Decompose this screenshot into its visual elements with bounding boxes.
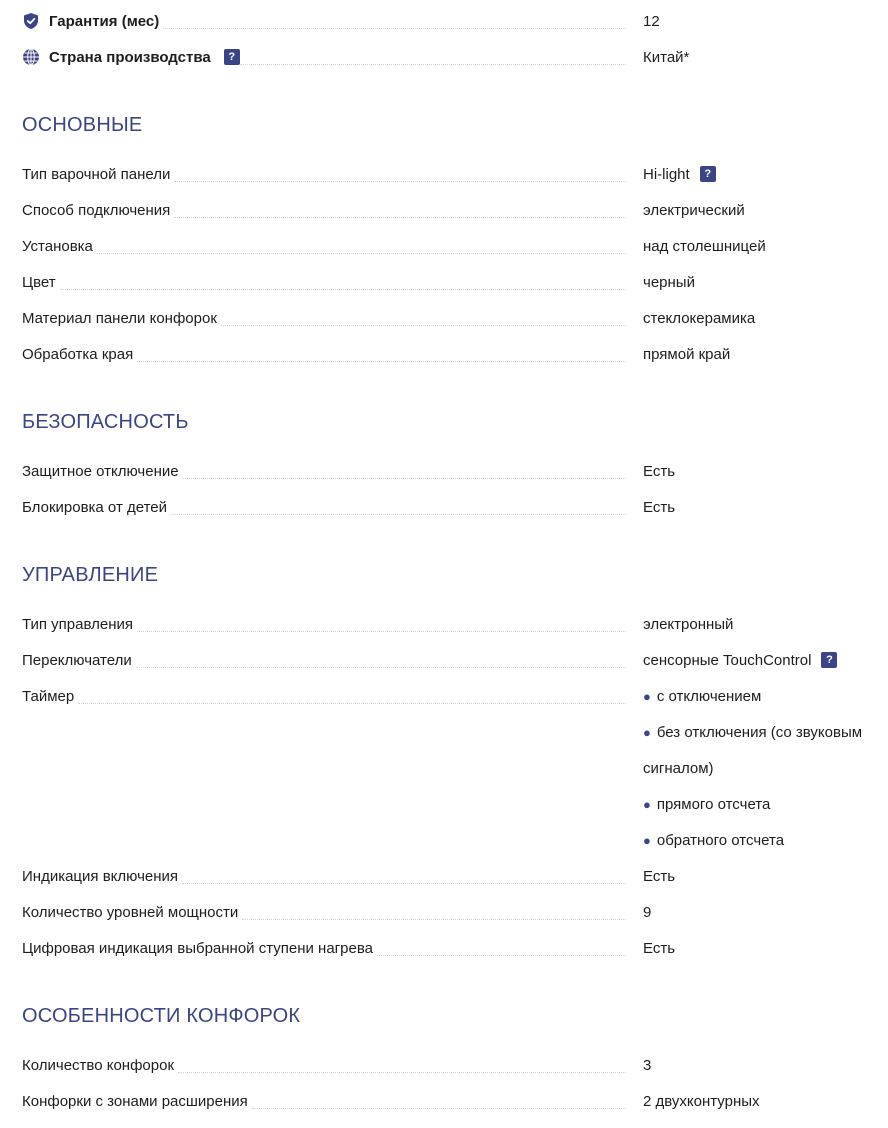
- help-icon[interactable]: ?: [224, 49, 240, 65]
- dotted-leader: [221, 325, 626, 326]
- timer-value: с отключением: [656, 687, 762, 705]
- spec-label: Способ подключения: [22, 202, 174, 219]
- spec-label: Таймер: [22, 688, 78, 705]
- spec-row: [22, 642, 878, 678]
- spec-row: [22, 1083, 878, 1119]
- dotted-leader: [242, 919, 626, 920]
- spec-row: [22, 606, 878, 642]
- dotted-leader: [182, 883, 626, 884]
- spec-value: Есть: [643, 939, 676, 957]
- list-item: [643, 750, 862, 786]
- spec-row: [22, 1047, 878, 1083]
- section-title-control: УПРАВЛЕНИЕ: [22, 564, 159, 586]
- spec-value: сенсорные TouchControl: [643, 651, 812, 669]
- spec-value: электрический: [643, 201, 745, 219]
- spec-value: Есть: [643, 867, 676, 885]
- spec-label: Защитное отключение: [22, 463, 183, 480]
- timer-value: прямого отсчета: [656, 795, 771, 813]
- dotted-leader: [60, 289, 626, 290]
- dotted-leader: [97, 253, 626, 254]
- timer-value: сигналом): [643, 759, 714, 777]
- spec-row: [22, 453, 878, 489]
- spec-label: Тип управления: [22, 616, 137, 633]
- globe-icon: [22, 48, 40, 66]
- dotted-leader: [137, 631, 626, 632]
- spec-row: [22, 858, 878, 894]
- dotted-leader: [78, 703, 626, 704]
- spec-label: Конфорки с зонами расширения: [22, 1093, 252, 1110]
- dotted-leader: [178, 1072, 626, 1073]
- spec-label: Цифровая индикация выбранной ступени нагрева: [22, 940, 377, 957]
- spec-label: Страна производства: [49, 49, 215, 66]
- spec-label: Материал панели конфорок: [22, 310, 221, 327]
- timer-value: обратного отсчета: [656, 831, 785, 849]
- shield-check-icon: [22, 12, 40, 30]
- bullet-icon: ●: [643, 688, 651, 704]
- timer-value: без отключения (со звуковым: [656, 723, 863, 741]
- dotted-leader: [163, 28, 626, 29]
- list-item: [643, 822, 862, 858]
- dotted-leader: [252, 1108, 626, 1109]
- spec-row: [22, 264, 878, 300]
- spec-label: Установка: [22, 238, 97, 255]
- dotted-leader: [377, 955, 626, 956]
- spec-value: Hi-light: [643, 165, 690, 183]
- section-title-burners: ОСОБЕННОСТИ КОНФОРОК: [22, 1005, 301, 1027]
- spec-label: Тип варочной панели: [22, 166, 174, 183]
- spec-row: [22, 894, 878, 930]
- help-icon[interactable]: ?: [700, 166, 716, 182]
- spec-row: [22, 192, 878, 228]
- list-item: [643, 786, 862, 822]
- dotted-leader: [174, 181, 626, 182]
- spec-label: Переключатели: [22, 652, 136, 669]
- spec-label: Блокировка от детей: [22, 499, 171, 516]
- spec-row-warranty: [22, 3, 878, 39]
- spec-label: Количество уровней мощности: [22, 904, 242, 921]
- spec-row-country: [22, 39, 878, 75]
- spec-label: Индикация включения: [22, 868, 182, 885]
- bullet-icon: ●: [643, 724, 651, 740]
- spec-row: [22, 300, 878, 336]
- spec-value: Есть: [643, 462, 676, 480]
- bullet-icon: ●: [643, 796, 651, 812]
- dotted-leader: [183, 478, 626, 479]
- spec-row: [22, 228, 878, 264]
- spec-value: 2 двухконтурных: [643, 1092, 760, 1110]
- spec-value: электронный: [643, 615, 734, 633]
- timer-value-list: [643, 678, 862, 858]
- spec-value: стеклокерамика: [643, 309, 756, 327]
- spec-label: Гарантия (мес): [49, 13, 163, 30]
- spec-value: черный: [643, 273, 695, 291]
- list-item: [643, 678, 862, 714]
- help-icon[interactable]: ?: [821, 652, 837, 668]
- dotted-leader: [174, 217, 626, 218]
- spec-value: 9: [643, 903, 652, 921]
- section-title-main: ОСНОВНЫЕ: [22, 114, 143, 136]
- spec-value: 12: [643, 12, 660, 30]
- spec-row: [22, 489, 878, 525]
- section-title-safety: БЕЗОПАСНОСТЬ: [22, 411, 189, 433]
- spec-value: Китай*: [643, 48, 690, 66]
- dotted-leader: [171, 514, 626, 515]
- spec-label: Цвет: [22, 274, 60, 291]
- spec-label: Обработка края: [22, 346, 137, 363]
- dotted-leader: [137, 361, 626, 362]
- spec-row: [22, 336, 878, 372]
- dotted-leader: [240, 64, 626, 65]
- spec-label: Количество конфорок: [22, 1057, 178, 1074]
- spec-value: 3: [643, 1056, 652, 1074]
- spec-row: [22, 930, 878, 966]
- list-item: [643, 714, 862, 750]
- spec-value: над столешницей: [643, 237, 766, 255]
- spec-row: [22, 156, 878, 192]
- dotted-leader: [136, 667, 626, 668]
- spec-value: Есть: [643, 498, 676, 516]
- bullet-icon: ●: [643, 832, 651, 848]
- spec-value: прямой край: [643, 345, 731, 363]
